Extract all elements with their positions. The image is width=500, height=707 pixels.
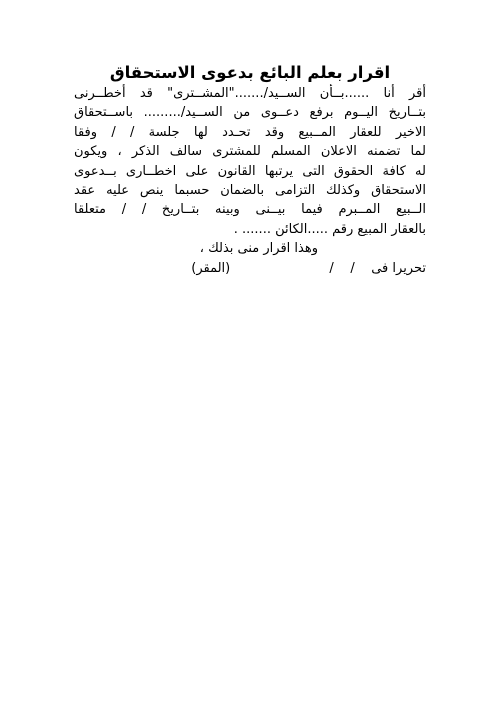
body-line-1: أقر أنا ......بــأن الســيد/......."المشــترى" قد أخطــرنى [74, 86, 426, 101]
body-line-4: لما تضمنه الاعلان المسلم للمشترى سالف الذكر ، ويكون [74, 144, 426, 160]
body-line-8: بالعقار المبيع رقم .....الكائن ....... . [233, 221, 426, 237]
signature-line: تحريرا فى / / (المقر) [191, 260, 426, 276]
closing-statement: وهذا اقرار منى بذلك ، [199, 241, 318, 257]
body-line-6: الاستحقاق وكذلك التزامى بالضمان حسبما ينص عليه عقد [74, 182, 426, 198]
body-line-7: الــبيع المــبرم فيما بيــنى وبينه بتــاريخ / / متعلقا [74, 202, 426, 218]
body-line-2: بتــاريخ اليــوم برفع دعــوى من الســيد/......... باســتحقاق [74, 105, 426, 121]
document-body [74, 84, 426, 278]
document-title: اقرار بعلم البائع بدعوى الاستحقاق [109, 63, 391, 82]
body-line-5: له كافة الحقوق التى يرتبها القانون على اخطــارى بــدعوى [74, 163, 426, 179]
body-line-3: الاخير للعقار المــبيع وقد تحـدد لها جلسة / / وفقا [74, 124, 426, 140]
